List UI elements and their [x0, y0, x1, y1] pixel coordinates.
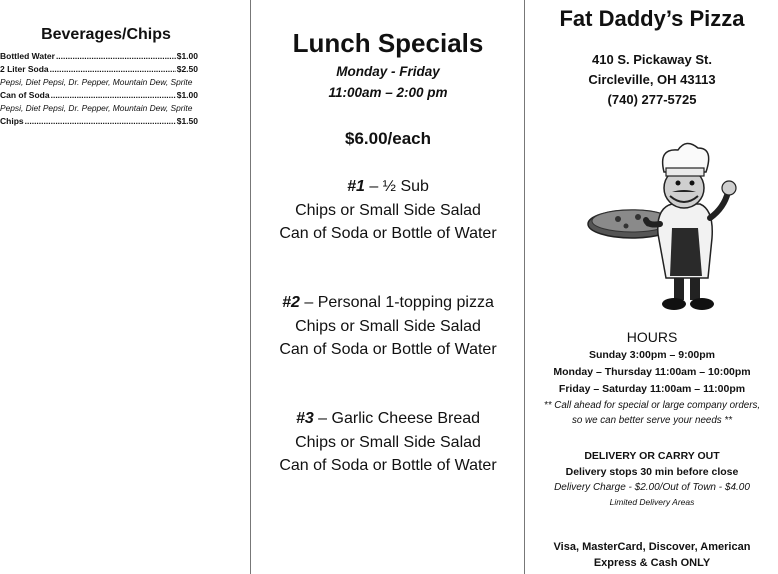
delivery-charge: Delivery Charge - $2.00/Out of Town - $4.00 [554, 482, 750, 493]
call-ahead-note-cont: so we can better serve your needs ** [571, 415, 733, 426]
leader-dots [56, 50, 176, 63]
payment-methods: Visa, MasterCard, Discover, American [553, 541, 751, 553]
special-side: Chips or Small Side Salad [295, 433, 481, 451]
lunch-days: Monday - Friday [336, 64, 440, 79]
delivery-title: DELIVERY OR CARRY OUT [584, 450, 720, 462]
special-number: #1 [347, 178, 365, 195]
call-ahead-note: ** Call ahead for special or large company orders, [543, 400, 761, 411]
special-drink: Can of Soda or Bottle of Water [279, 457, 497, 474]
special-drink: Can of Soda or Bottle of Water [279, 225, 497, 242]
chef-mascot-illustration [586, 138, 742, 316]
beverage-item [0, 63, 198, 76]
limited-delivery: Limited Delivery Areas [609, 497, 695, 507]
beverages-list [0, 50, 198, 128]
hours-line: Monday – Thursday 11:00am – 10:00pm [553, 366, 751, 378]
beverage-price: $1.00 [176, 90, 198, 100]
hours-title: HOURS [626, 329, 678, 345]
delivery-stops: Delivery stops 30 min before close [565, 466, 739, 478]
beverage-name: Chips [0, 116, 24, 126]
beverage-price: $2.50 [176, 64, 198, 74]
special-3 [252, 407, 524, 478]
special-item: – Personal 1-topping pizza [299, 294, 494, 311]
hours-line: Friday – Saturday 11:00am – 11:00pm [558, 383, 746, 395]
special-number: #2 [282, 294, 300, 311]
leader-dots [51, 89, 176, 102]
restaurant-name: Fat Daddy’s Pizza [559, 6, 745, 31]
beverage-item [0, 89, 198, 102]
street-address: 410 S. Pickaway St. [592, 52, 712, 67]
beverage-flavors: Pepsi, Diet Pepsi, Dr. Pepper, Mountain Dew, Sprite [0, 77, 193, 87]
lunch-price: $6.00/each [344, 129, 431, 148]
special-headline [252, 175, 524, 199]
special-side: Chips or Small Side Salad [295, 317, 481, 335]
lunch-hours: 11:00am – 2:00 pm [328, 85, 448, 100]
lunch-specials-title: Lunch Specials [292, 28, 484, 58]
restaurant-info-panel [526, 0, 778, 574]
beverages-title: Beverages/Chips [41, 26, 171, 43]
left-fold-divider [250, 0, 251, 574]
hours-line: Sunday 3:00pm – 9:00pm [588, 349, 716, 361]
leader-dots [50, 63, 176, 76]
beverage-name: Can of Soda [0, 90, 50, 100]
payment-methods-cont: Express & Cash ONLY [593, 557, 711, 569]
special-1 [252, 175, 524, 246]
lunch-specials-panel [252, 0, 524, 574]
special-number: #3 [295, 410, 314, 427]
beverage-flavors: Pepsi, Diet Pepsi, Dr. Pepper, Mountain Dew, Sprite [0, 103, 193, 113]
beverage-item [0, 115, 198, 128]
right-fold-divider [524, 0, 525, 574]
beverage-item [0, 50, 198, 63]
special-headline [252, 291, 524, 315]
beverages-panel [0, 0, 250, 574]
beverage-price: $1.00 [176, 51, 198, 61]
special-side: Chips or Small Side Salad [295, 201, 481, 219]
special-item: – ½ Sub [364, 178, 429, 195]
special-item: – Garlic Cheese Bread [313, 410, 481, 427]
beverage-price: $1.50 [176, 116, 198, 126]
beverage-name: 2 Liter Soda [0, 64, 49, 74]
city-address: Circleville, OH 43113 [588, 72, 716, 87]
phone-number: (740) 277-5725 [607, 92, 697, 107]
beverage-name: Bottled Water [0, 51, 55, 61]
special-headline [252, 407, 524, 431]
special-drink: Can of Soda or Bottle of Water [279, 341, 497, 358]
special-2 [252, 291, 524, 362]
leader-dots [25, 115, 176, 128]
